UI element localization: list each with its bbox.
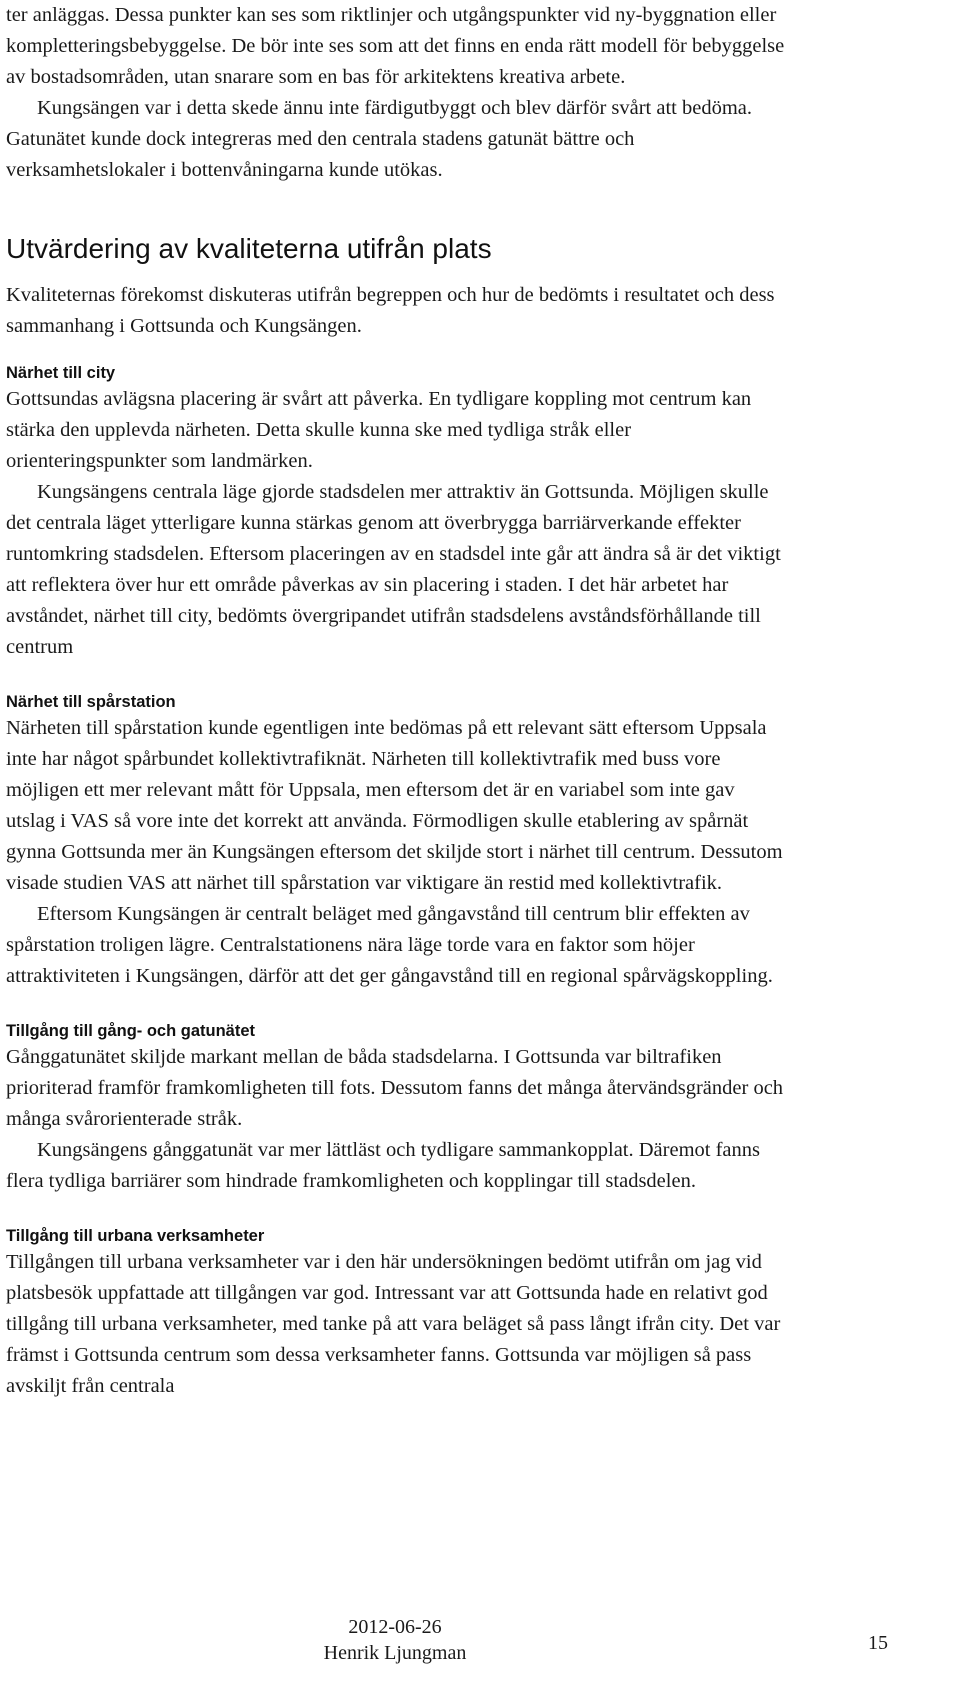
- paragraph-gang-1: Gånggatunätet skiljde markant mellan de båda stadsdelarna. I Gottsunda var biltrafiken prioriterad framför framkomligheten till fots. Dessutom fanns det många återvändsgränder och många svårorienterade stråk.: [6, 1046, 784, 1130]
- section-intro: Kvaliteternas förekomst diskuteras utifrån begreppen och hur de bedömts i resultatet och dess sammanhang i Gottsunda och Kungsängen.: [6, 284, 775, 337]
- paragraph-spar-2: Eftersom Kungsängen är centralt beläget med gångavstånd till centrum blir effekten av spårstation troligen lägre. Centralstationens nära läge torde vara en faktor som höjer attraktiviteten i Kungsängen, därför att det ger gångavstånd till en regional spårvägskoppling.: [6, 903, 773, 987]
- page-number: 15: [868, 1632, 888, 1654]
- footer-date: 2012-06-26: [348, 1616, 442, 1638]
- intro-paragraph-1: ter anläggas. Dessa punkter kan ses som riktlinjer och utgångspunkter vid ny-byggnation eller kompletteringsbebyggelse. De bör inte ses som att det finns en enda rätt modell för bebyggelse av bostadsområden, utan snarare som en bas för arkitektens kreativa arbete.: [6, 4, 785, 88]
- document-page: [6, 0, 786, 1402]
- paragraph-spar-1: Närheten till spårstation kunde egentligen inte bedömas på ett relevant sätt eftersom Uppsala inte har något spårbundet kollektivtrafiknät. Närheten till kollektivtrafik med buss vore möjligen ett mer relevant mått för Uppsala, men eftersom det är en variabel som inte gav utslag i VAS så vore inte det korrekt att använda. Förmodligen skulle etablering av spårnät gynna Gottsunda mer än Kungsängen eftersom det skiljde stort i närhet till centrum. Dessutom visade studien VAS att närhet till spårstation var viktigare än restid med kollektivtrafik.: [6, 717, 783, 894]
- intro-paragraph-2: Kungsängen var i detta skede ännu inte färdigutbyggt och blev därför svårt att bedöma. Gatunätet kunde dock integreras med den centrala stadens gatunät bättre och verksamhetslokaler i bottenvåningarna kunde utökas.: [6, 97, 752, 181]
- paragraph-city-2: Kungsängens centrala läge gjorde stadsdelen mer attraktiv än Gottsunda. Möjligen skulle det centrala läget ytterligare kunna stärkas genom att överbrygga barriärverkande effekter runtomkring stadsdelen. Eftersom placeringen av en stadsdel inte går att ändra så är det viktigt att reflektera över hur ett område påverkas av sin placering i staden. I det här arbetet har avståndet, närhet till city, bedömts övergripandet utifrån stadsdelens avståndsförhållande till centrum: [6, 481, 781, 658]
- subheading-narhet-sparstation: Närhet till spårstation: [6, 693, 176, 711]
- paragraph-urbana-1: Tillgången till urbana verksamheter var i den här undersökningen bedömt utifrån om jag vid platsbesök uppfattade att tillgången var god. Intressant var att Gottsunda hade en relativt god tillgång till urbana verksamheter, med tanke på att vara beläget så pass långt ifrån city. Det var främst i Gottsunda centrum som dessa verksamheter fanns. Gottsunda var möjligen så pass avskiljt från centrala: [6, 1251, 781, 1397]
- footer-center: [270, 1614, 520, 1666]
- section-heading: Utvärdering av kvaliteterna utifrån plats: [6, 233, 492, 264]
- paragraph-gang-2: Kungsängens gånggatunät var mer lättläst och tydligare sammankopplat. Däremot fanns flera tydliga barriärer som hindrade framkomligheten och kopplingar till stadsdelen.: [6, 1139, 760, 1192]
- paragraph-city-1: Gottsundas avlägsna placering är svårt att påverka. En tydligare koppling mot centrum kan stärka den upplevda närheten. Detta skulle kunna ske med tydliga stråk eller orienteringspunkter som landmärken.: [6, 388, 752, 472]
- subheading-urbana-verksamheter: Tillgång till urbana verksamheter: [6, 1227, 265, 1245]
- footer-author: Henrik Ljungman: [323, 1642, 467, 1664]
- subheading-narhet-city: Närhet till city: [6, 364, 116, 382]
- subheading-gang-gatunat: Tillgång till gång- och gatunätet: [6, 1022, 256, 1040]
